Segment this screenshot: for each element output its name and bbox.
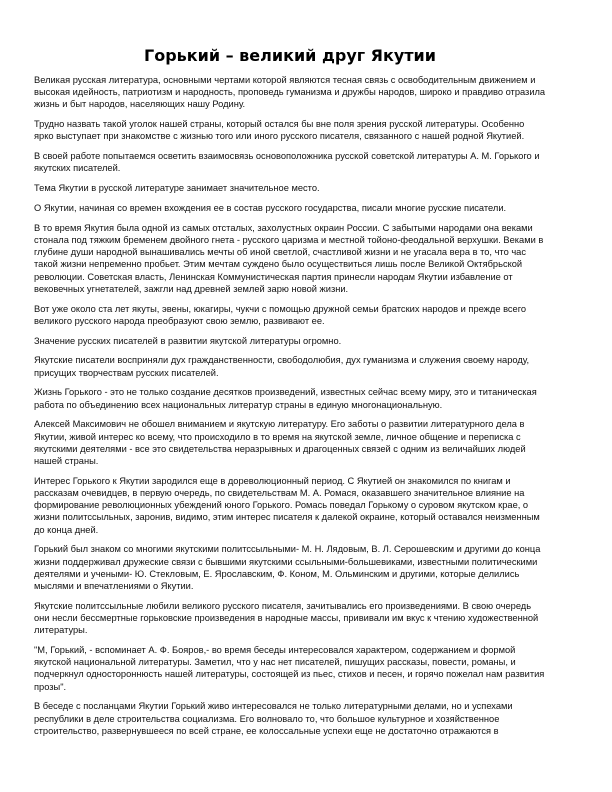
paragraph-10: Жизнь Горького - это не только создание десятков произведений, известных сейчас всему миру, это и титаническая работа по объединению всех национальных литератур страны в единую многонациональную.	[34, 387, 537, 410]
paragraph-6: В то время Якутия была одной из самых отсталых, захолустных окраин России. С забытыми народами она веками стонала под тяжким бременем двойного гнета - русского царизма и местной тойоно-феодальной верхушки. Веками в глубине души народной вынашивались мечты об иной светлой, счастливой жизни и не угасала вера в то, что час такой жизни непременно пробьет. Этим мечтам суждено было осуществиться лишь после Великой Октябрьской революции. Советская власть, Ленинская Коммунистическая партия принесли народам Якутии избавление от вековечных угнетателей, зажгли над древней землей зарю новой жизни.	[34, 222, 544, 294]
paragraph-16: В беседе с посланцами Якутии Горький живо интересовался не только литературными делами, но и успехами республики в деле строительства социализма. Его волновало то, что большое культурное и хозяйственное строительство, развернувшееся по всей стране, ее колоссальные успехи еще не достаточно отражаются в	[34, 701, 513, 736]
paragraph-11: Алексей Максимович не обошел вниманием и якутскую литературу. Его заботы о развитии литературного дела в Якутии, живой интерес ко всему, что происходило в то время на якутской земле, личное общение и переписка с якутскими деятелями - все это свидетельства неразрывных и драгоценных связей с одним из величайших людей нашей страны.	[34, 419, 526, 467]
paragraph-15: "М, Горький, - вспоминает А. Ф. Бояров,- во время беседы интересовался характером, содержанием и формой якутской национальной литературы. Заметил, что у нас нет писателей, пишущих рассказы, повести, романы, и подчеркнул одностороннюсть нашей литературы, состоящей из пьес, стихов и песен, и горячо пожелал нам развития прозы".	[34, 645, 545, 692]
document-page	[34, 46, 546, 745]
paragraph-3: В своей работе попытаемся осветить взаимосвязь основоположника русской советской литературы А. М. Горького и якутских писателей.	[34, 151, 540, 174]
paragraph-4: Тема Якутии в русской литературе занимает значительное место.	[34, 183, 320, 194]
paragraph-8: Значение русских писателей в развитии якутской литературы огромно.	[34, 335, 342, 346]
paragraph-13: Горький был знаком со многими якутскими политссыльными- М. Н. Лядовым, В. Л. Серошевским и другими до конца жизни поддерживал дружеские связи с бывшими якутскими ссыльными-большевиками, известными политическими деятелями и учеными- Ю. Стекловым, Е. Ярославским, Ф. Коном, М. Ольминским и другими, которые делились мыслями и впечатлениями о Якутии.	[34, 544, 541, 592]
paragraph-12: Интерес Горького к Якутии зародился еще в дореволюционный период. С Якутией он знакомился по книгам и рассказам очевидцев, в первую очередь, по свидетельствам М. А. Ромася, оказавшего значительное влияние на формирование революционных убеждений юного Горького. Ромась поведал Горькому о суровом якутском крае, о жизни политссыльных, заронив, видимо, этим интерес писателя к далекой окраине, который оставался неизменным до конца дней.	[34, 475, 540, 535]
paragraph-5: О Якутии, начиная со времен вхождения ее в состав русского государства, писали многие русские писатели.	[34, 203, 507, 213]
paragraph-2: Трудно назвать такой уголок нашей страны, который остался бы вне поля зрения русской литературы. Особенно ярко выступает при знакомстве с жизнью того или иного русского писателя, связанного с нашей родной Якутией.	[34, 119, 525, 142]
paragraph-9: Якутские писатели восприняли дух гражданственности, свободолюбия, дух гуманизма и служения своему народу, присущих творчествам русских писателей.	[34, 355, 530, 378]
paragraph-1: Великая русская литература, основными чертами которой являются тесная связь с освободительным движением и высокая идейность, патриотизм и народность, проповедь гуманизма и дружбы народов, широко и правдиво отразила жизнь и быт народов, населяющих нашу Родину.	[34, 75, 546, 110]
paragraph-14: Якутские политссыльные любили великого русского писателя, зачитывались его произведениями. В свою очередь они несли бессмертные горьковские произведения в народные массы, прививали им вкус к чтению художественной литературы.	[34, 600, 539, 636]
paragraph-7: Вот уже около ста лет якуты, эвены, юкагиры, чукчи с помощью дружной семьи братских народов и прежде всего великого русского народа преобразуют свою землю, развивают ее.	[34, 303, 527, 326]
document-title: Горький – великий друг Якутии	[144, 46, 436, 65]
